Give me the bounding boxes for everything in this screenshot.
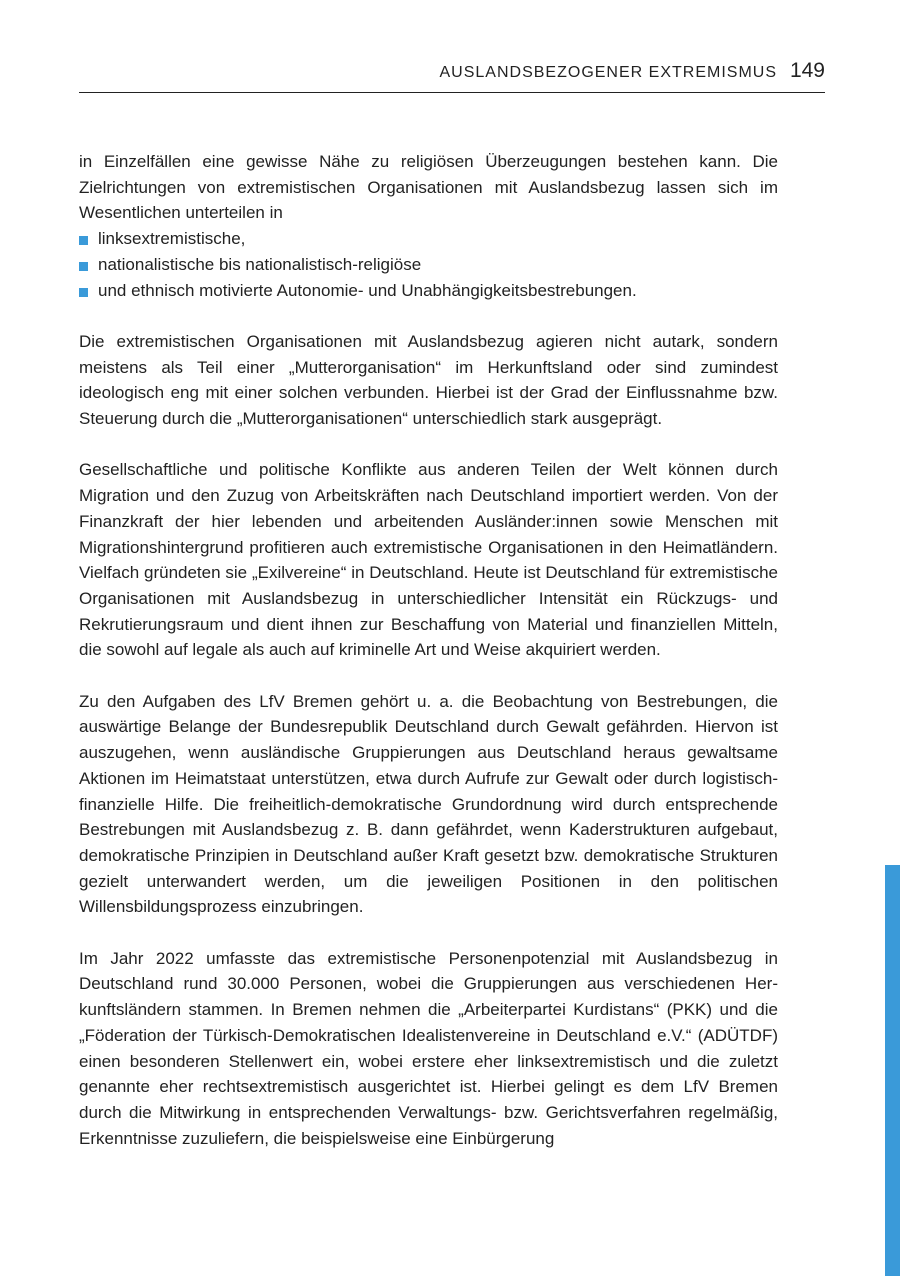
list-item-text: und ethnisch motivierte Autonomie- und Unabhängigkeitsbestrebungen. — [98, 280, 637, 300]
chapter-marker-bar — [885, 865, 900, 1276]
list-item-text: linksextremistische, — [98, 229, 246, 249]
body-paragraph: Gesellschaftliche und politische Konflikte aus anderen Teilen der Welt können durch Migration und den Zuzug von Arbeitskräften nach Deutschland importiert werden. Von der Finanzkraft der hier lebenden und arbeitenden Ausländer:innen sowie Menschen mit Migrationshintergrund profitieren auch extremistische Organisationen in den Heimatländern. Vielfach gründeten sie „Exilvereine“ in Deutschland. Heute ist Deutschland für extremistische Organisationen mit Auslandsbezug in unterschiedlicher Intensität ein Rückzugs- und Rekrutierungsraum und dient ihnen zur Beschaffung von Material und finanziellen Mitteln, die sowohl auf legale als auch auf kriminelle Art und Weise akquiriert werden. — [79, 460, 778, 660]
list-item — [79, 278, 778, 304]
body-paragraph: Zu den Aufgaben des LfV Bremen gehört u. a. die Beobachtung von Bestrebungen, die auswärtige Belange der Bundesrepublik Deutschland durch Gewalt gefährden. Hiervon ist auszugehen, wenn ausländische Gruppierungen aus Deutschland heraus gewaltsame Aktionen im Heimatstaat unterstützen, etwa durch Aufrufe zur Gewalt oder durch logistisch-finanzielle Hilfe. Die freiheitlich-demokratische Grundordnung wird durch entsprechende Bestrebungen mit Auslandsbezug z. B. dann gefährdet, wenn Kaderstrukturen aufgebaut, demokratische Prinzipien in Deutschland außer Kraft gesetzt bzw. demokratische Strukturen gezielt unterwandert werden, um die jeweiligen Positionen in den politischen Willensbildungsprozess einzubringen. — [79, 691, 778, 917]
intro-paragraph: in Einzelfällen eine gewisse Nähe zu religiösen Überzeugungen bestehen kann. Die Zielrichtungen von extremistischen Organisationen mit Auslandsbezug lassen sich im Wesentlichen unterteilen in — [79, 152, 778, 223]
page-number: 149 — [789, 59, 825, 82]
body-paragraph: Im Jahr 2022 umfasste das extremistische Personenpotenzial mit Auslandsbezug in Deutschland rund 30.000 Personen, wobei die Gruppierungen aus verschiedenen Herkunftsländern stammen. In Bremen nehmen die „Arbeiterpartei Kurdistans“ (PKK) und die „Föderation der Türkisch-Demokratischen Idealistenvereine in Deutschland e.V.“ (ADÜTDF) einen besonderen Stellenwert ein, wobei erstere eher linksextremistisch und die zuletzt genannte eher rechtsextremistisch ausgerichtet ist. Hierbei gelingt es dem LfV Bremen durch die Mitwirkung in entsprechenden Verwaltungs- bzw. Gerichtsverfahren regelmäßig, Erkenntnisse zuzuliefern, die beispielsweise eine Einbürgerung — [79, 948, 778, 1148]
square-bullet-icon — [79, 262, 88, 271]
bullet-list — [79, 226, 778, 303]
square-bullet-icon — [79, 288, 88, 297]
chapter-title: AUSLANDSBEZOGENER EXTREMISMUS — [439, 64, 777, 81]
page-body — [79, 149, 778, 1177]
square-bullet-icon — [79, 236, 88, 245]
list-item — [79, 226, 778, 252]
list-item-text: nationalistische bis nationalistisch-religiöse — [98, 254, 422, 274]
running-header — [79, 56, 825, 93]
list-item — [79, 252, 778, 278]
body-paragraph: Die extremistischen Organisationen mit Auslandsbezug agieren nicht autark, sondern meistens als Teil einer „Mutterorganisation“ im Herkunftsland oder sind zumindest ideologisch eng mit einer solchen verbunden. Hierbei ist der Grad der Einflussnahme bzw. Steuerung durch die „Mutterorganisationen“ unterschiedlich stark ausgeprägt. — [79, 331, 778, 429]
